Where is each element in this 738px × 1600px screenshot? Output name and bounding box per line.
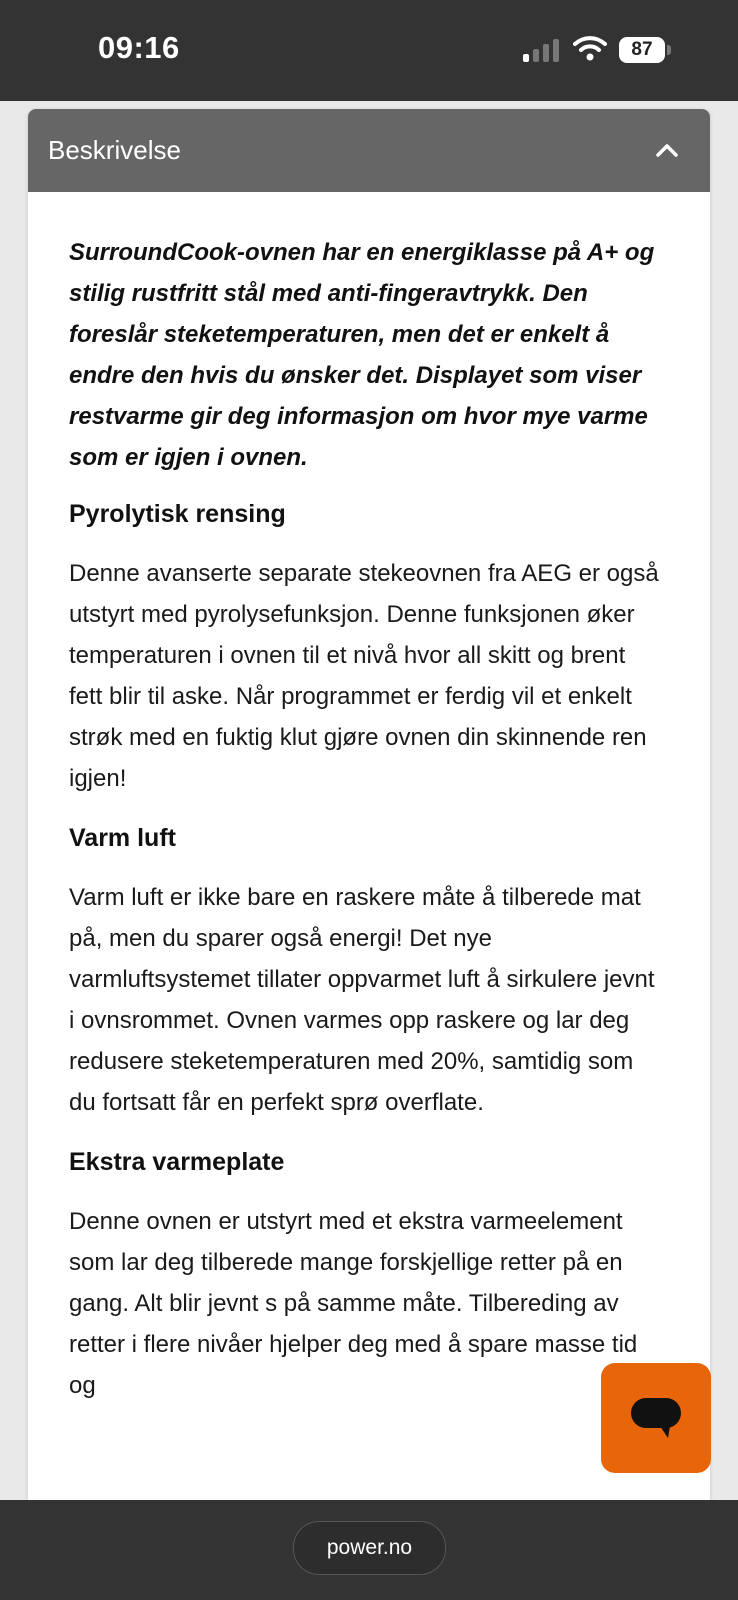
battery-icon: 87 — [619, 37, 665, 63]
section-heading-hot-air: Varm luft — [69, 824, 176, 852]
section-body-hot-air: Varm luft er ikke bare en raskere måte å tilberede mat på, men du sparer også energi! Det nye varmluftsystemet tillater oppvarmet luft å sirkulere jevnt i ovnsrommet. Ovnen varmes opp raskere og lar deg redusere steketemperaturen med 20%, samtidig som du fortsatt får en perfekt sprø overflate. — [69, 884, 655, 1116]
chat-button[interactable] — [601, 1363, 711, 1473]
wifi-icon — [573, 34, 607, 62]
intro-text: SurroundCook-ovnen har en energiklasse på A+ og stilig rustfritt stål med anti-fingeravtrykk. Den foreslår steketemperaturen, men det er enkelt å endre den hvis du ønsker det. Displayet som viser restvarme gir deg informasjon om hvor mye varme som er igjen i ovnen. — [69, 239, 655, 471]
description-content — [28, 192, 710, 1406]
description-panel-header[interactable] — [28, 109, 710, 192]
battery-tip — [667, 45, 671, 55]
section-body-extra-heating: Denne ovnen er utstyrt med et ekstra varmeelement som lar deg tilberede mange forskjellige retter på en gang. Alt blir jevnt s på samme måte. Tilbereding av retter i flere nivåer hjelper deg med å spare masse tid og — [69, 1208, 638, 1399]
browser-bottom-bar — [0, 1500, 738, 1600]
status-bar — [0, 0, 738, 101]
section-heading-pyrolytic: Pyrolytisk rensing — [69, 500, 286, 528]
section-heading-extra-heating: Ekstra varmeplate — [69, 1148, 285, 1176]
chat-bubble-icon — [630, 1397, 682, 1439]
status-time: 09:16 — [98, 30, 180, 65]
address-bar[interactable]: power.no — [293, 1521, 446, 1575]
description-panel — [28, 109, 710, 1500]
panel-title: Beskrivelse — [48, 135, 181, 165]
cellular-signal-icon — [523, 38, 563, 62]
section-body-pyrolytic: Denne avanserte separate stekeovnen fra AEG er også utstyrt med pyrolysefunksjon. Denne funksjonen øker temperaturen i ovnen til et nivå hvor all skitt og brent fett blir til aske. Når programmet er ferdig vil et enkelt strøk med en fuktig klut gjøre ovnen din skinnende ren igjen! — [69, 560, 659, 792]
chevron-up-icon[interactable] — [654, 137, 680, 163]
